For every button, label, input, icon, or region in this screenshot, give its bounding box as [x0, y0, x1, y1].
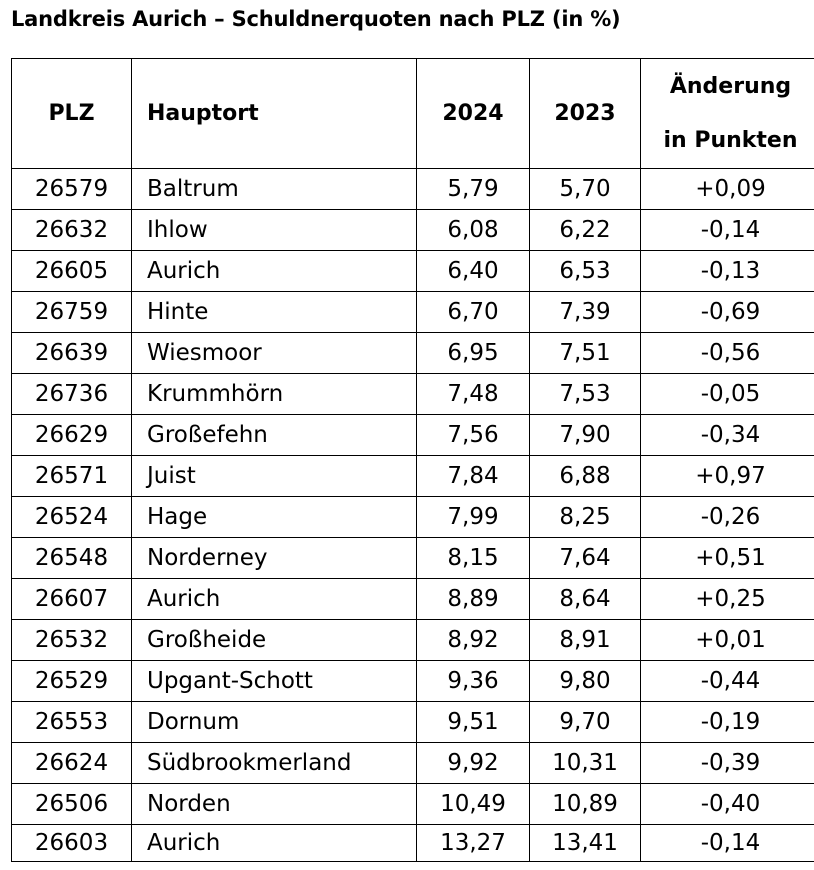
cell-aenderung: -0,14: [641, 210, 814, 251]
cell-2023: 9,80: [530, 661, 641, 702]
cell-aenderung: -0,40: [641, 784, 814, 825]
table-row: [12, 661, 814, 702]
cell-plz: 26605: [12, 251, 132, 292]
table-row: [12, 210, 814, 251]
cell-hauptort: Hinte: [132, 292, 417, 333]
cell-2023: 10,31: [530, 743, 641, 784]
cell-2024: 7,84: [417, 456, 530, 497]
cell-plz: 26553: [12, 702, 132, 743]
header-row: [12, 59, 814, 169]
cell-2024: 9,36: [417, 661, 530, 702]
cell-2024: 13,27: [417, 825, 530, 862]
cell-hauptort: Großefehn: [132, 415, 417, 456]
cell-plz: 26629: [12, 415, 132, 456]
table-row: [12, 784, 814, 825]
table-row: [12, 415, 814, 456]
cell-plz: 26571: [12, 456, 132, 497]
cell-aenderung: +0,51: [641, 538, 814, 579]
header-aenderung-line2: in Punkten: [663, 127, 798, 153]
cell-plz: 26579: [12, 169, 132, 210]
header-2023: 2023: [530, 59, 641, 169]
cell-plz: 26529: [12, 661, 132, 702]
cell-hauptort: Krummhörn: [132, 374, 417, 415]
cell-plz: 26624: [12, 743, 132, 784]
cell-plz: 26506: [12, 784, 132, 825]
cell-plz: 26639: [12, 333, 132, 374]
schuldnerquoten-table: [11, 58, 814, 862]
cell-2024: 7,56: [417, 415, 530, 456]
table-row: [12, 456, 814, 497]
header-plz: PLZ: [12, 59, 132, 169]
cell-hauptort: Aurich: [132, 251, 417, 292]
cell-2023: 5,70: [530, 169, 641, 210]
cell-plz: 26736: [12, 374, 132, 415]
cell-aenderung: -0,13: [641, 251, 814, 292]
cell-2024: 7,99: [417, 497, 530, 538]
cell-2023: 8,25: [530, 497, 641, 538]
cell-hauptort: Dornum: [132, 702, 417, 743]
table-row: [12, 333, 814, 374]
cell-2024: 5,79: [417, 169, 530, 210]
table-row: [12, 702, 814, 743]
cell-2024: 9,51: [417, 702, 530, 743]
cell-2024: 9,92: [417, 743, 530, 784]
cell-hauptort: Hage: [132, 497, 417, 538]
cell-2023: 10,89: [530, 784, 641, 825]
cell-2023: 8,91: [530, 620, 641, 661]
document-title: Landkreis Aurich – Schuldnerquoten nach PLZ (in %): [11, 7, 621, 31]
header-aenderung-line1: Änderung: [669, 73, 792, 99]
cell-aenderung: +0,01: [641, 620, 814, 661]
cell-2024: 7,48: [417, 374, 530, 415]
cell-aenderung: +0,25: [641, 579, 814, 620]
cell-2023: 6,88: [530, 456, 641, 497]
cell-plz: 26607: [12, 579, 132, 620]
cell-hauptort: Großheide: [132, 620, 417, 661]
cell-aenderung: -0,05: [641, 374, 814, 415]
cell-hauptort: Juist: [132, 456, 417, 497]
cell-2023: 7,53: [530, 374, 641, 415]
cell-2024: 6,70: [417, 292, 530, 333]
cell-2023: 13,41: [530, 825, 641, 862]
table-row: [12, 251, 814, 292]
cell-aenderung: -0,39: [641, 743, 814, 784]
cell-aenderung: -0,56: [641, 333, 814, 374]
cell-aenderung: +0,09: [641, 169, 814, 210]
cell-2023: 7,51: [530, 333, 641, 374]
table-row: [12, 579, 814, 620]
cell-2024: 10,49: [417, 784, 530, 825]
cell-hauptort: Aurich: [132, 579, 417, 620]
cell-2024: 8,89: [417, 579, 530, 620]
cell-2023: 8,64: [530, 579, 641, 620]
cell-aenderung: +0,97: [641, 456, 814, 497]
cell-aenderung: -0,34: [641, 415, 814, 456]
cell-hauptort: Baltrum: [132, 169, 417, 210]
cell-2023: 7,90: [530, 415, 641, 456]
cell-hauptort: Südbrookmerland: [132, 743, 417, 784]
cell-hauptort: Ihlow: [132, 210, 417, 251]
header-aenderung: [641, 59, 814, 169]
cell-2024: 8,15: [417, 538, 530, 579]
cell-hauptort: Upgant-Schott: [132, 661, 417, 702]
cell-hauptort: Norderney: [132, 538, 417, 579]
table-body: [12, 169, 814, 862]
table-header: [12, 59, 814, 169]
cell-hauptort: Norden: [132, 784, 417, 825]
cell-2023: 7,64: [530, 538, 641, 579]
cell-2024: 6,95: [417, 333, 530, 374]
cell-2024: 8,92: [417, 620, 530, 661]
cell-hauptort: Wiesmoor: [132, 333, 417, 374]
cell-plz: 26532: [12, 620, 132, 661]
table-row: [12, 620, 814, 661]
table-row: [12, 497, 814, 538]
cell-plz: 26548: [12, 538, 132, 579]
cell-aenderung: -0,14: [641, 825, 814, 862]
header-hauptort: Hauptort: [132, 59, 417, 169]
cell-2023: 6,22: [530, 210, 641, 251]
cell-plz: 26759: [12, 292, 132, 333]
cell-aenderung: -0,69: [641, 292, 814, 333]
table-row: [12, 292, 814, 333]
cell-2024: 6,40: [417, 251, 530, 292]
cell-plz: 26603: [12, 825, 132, 862]
cell-aenderung: -0,26: [641, 497, 814, 538]
cell-2023: 7,39: [530, 292, 641, 333]
table-row: [12, 538, 814, 579]
table-row: [12, 743, 814, 784]
table-row: [12, 825, 814, 862]
cell-aenderung: -0,44: [641, 661, 814, 702]
cell-2023: 6,53: [530, 251, 641, 292]
header-2024: 2024: [417, 59, 530, 169]
cell-plz: 26524: [12, 497, 132, 538]
cell-aenderung: -0,19: [641, 702, 814, 743]
table-row: [12, 374, 814, 415]
cell-2023: 9,70: [530, 702, 641, 743]
cell-hauptort: Aurich: [132, 825, 417, 862]
table-row: [12, 169, 814, 210]
cell-plz: 26632: [12, 210, 132, 251]
cell-2024: 6,08: [417, 210, 530, 251]
